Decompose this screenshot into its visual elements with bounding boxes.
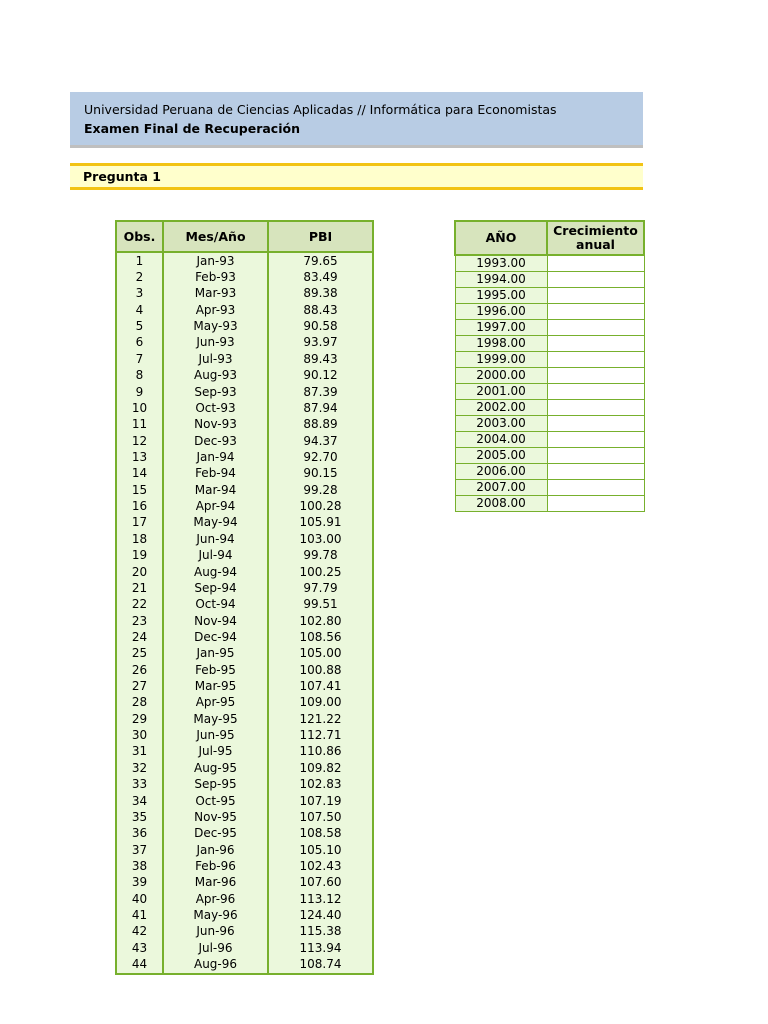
year-cell[interactable]: 2003.00 — [455, 416, 547, 432]
annual-growth-cell[interactable] — [547, 496, 644, 512]
month-year-cell[interactable]: Jun-96 — [163, 924, 268, 940]
month-year-cell[interactable]: Mar-94 — [163, 482, 268, 498]
table-row — [116, 727, 373, 743]
obs-cell[interactable]: 38 — [116, 858, 163, 874]
month-year-cell[interactable]: Mar-93 — [163, 286, 268, 302]
pbi-value-cell[interactable]: 87.39 — [268, 384, 373, 400]
pbi-value-cell[interactable]: 107.41 — [268, 678, 373, 694]
header-pbi: PBI — [268, 221, 373, 252]
annual-growth-cell[interactable] — [547, 368, 644, 384]
month-year-cell[interactable]: Jun-94 — [163, 531, 268, 547]
pbi-value-cell[interactable]: 108.56 — [268, 629, 373, 645]
table-row — [116, 351, 373, 367]
obs-cell[interactable]: 41 — [116, 907, 163, 923]
table-row — [116, 515, 373, 531]
month-year-cell[interactable]: Apr-95 — [163, 695, 268, 711]
table-row — [116, 466, 373, 482]
obs-cell[interactable]: 43 — [116, 940, 163, 956]
table-row — [116, 269, 373, 285]
obs-cell[interactable]: 14 — [116, 466, 163, 482]
obs-cell[interactable]: 11 — [116, 417, 163, 433]
pbi-value-cell[interactable]: 100.88 — [268, 662, 373, 678]
pbi-value-cell[interactable]: 90.15 — [268, 466, 373, 482]
pbi-value-cell[interactable]: 100.25 — [268, 564, 373, 580]
month-year-cell[interactable]: Jul-94 — [163, 547, 268, 563]
annual-growth-cell[interactable] — [547, 464, 644, 480]
obs-cell[interactable]: 21 — [116, 580, 163, 596]
obs-cell[interactable]: 44 — [116, 956, 163, 973]
table-row — [116, 433, 373, 449]
table-row — [455, 464, 644, 480]
pbi-value-cell[interactable]: 99.28 — [268, 482, 373, 498]
growth-table-header-row — [455, 221, 644, 255]
year-cell[interactable]: 2006.00 — [455, 464, 547, 480]
month-year-cell[interactable]: Aug-96 — [163, 956, 268, 973]
table-row — [455, 255, 644, 272]
obs-cell[interactable]: 32 — [116, 760, 163, 776]
pbi-value-cell[interactable]: 89.38 — [268, 286, 373, 302]
header-university-title: Universidad Peruana de Ciencias Aplicadas // Informática para Economistas — [84, 102, 557, 117]
pbi-value-cell[interactable]: 88.43 — [268, 302, 373, 318]
year-cell[interactable]: 2005.00 — [455, 448, 547, 464]
obs-cell[interactable]: 1 — [116, 252, 163, 269]
pbi-value-cell[interactable]: 79.65 — [268, 252, 373, 269]
month-year-cell[interactable]: Jun-95 — [163, 727, 268, 743]
annual-growth-cell[interactable] — [547, 480, 644, 496]
obs-cell[interactable]: 13 — [116, 449, 163, 465]
header-exam-title: Examen Final de Recuperación — [84, 121, 300, 136]
question-banner — [70, 163, 643, 190]
obs-cell[interactable]: 4 — [116, 302, 163, 318]
month-year-cell[interactable]: Sep-95 — [163, 777, 268, 793]
pbi-value-cell[interactable]: 100.28 — [268, 498, 373, 514]
pbi-table-header-row — [116, 221, 373, 252]
month-year-cell[interactable]: Aug-95 — [163, 760, 268, 776]
header-annual-growth: Crecimiento anual — [547, 221, 644, 255]
obs-cell[interactable]: 25 — [116, 646, 163, 662]
table-row — [116, 400, 373, 416]
year-cell[interactable]: 2007.00 — [455, 480, 547, 496]
annual-growth-cell[interactable] — [547, 416, 644, 432]
obs-cell[interactable]: 5 — [116, 318, 163, 334]
table-row — [116, 907, 373, 923]
table-row — [116, 318, 373, 334]
month-year-cell[interactable]: May-95 — [163, 711, 268, 727]
year-cell[interactable]: 2002.00 — [455, 400, 547, 416]
month-year-cell[interactable]: Feb-96 — [163, 858, 268, 874]
obs-cell[interactable]: 30 — [116, 727, 163, 743]
obs-cell[interactable]: 16 — [116, 498, 163, 514]
pbi-value-cell[interactable]: 87.94 — [268, 400, 373, 416]
month-year-cell[interactable]: Jan-96 — [163, 842, 268, 858]
pbi-value-cell[interactable]: 121.22 — [268, 711, 373, 727]
pbi-value-cell[interactable]: 83.49 — [268, 269, 373, 285]
year-cell[interactable]: 2004.00 — [455, 432, 547, 448]
month-year-cell[interactable]: Sep-94 — [163, 580, 268, 596]
obs-cell[interactable]: 7 — [116, 351, 163, 367]
table-row — [455, 480, 644, 496]
pbi-table — [115, 220, 374, 975]
pbi-value-cell[interactable]: 105.91 — [268, 515, 373, 531]
pbi-value-cell[interactable]: 115.38 — [268, 924, 373, 940]
table-row — [455, 288, 644, 304]
month-year-cell[interactable]: Feb-95 — [163, 662, 268, 678]
annual-growth-cell[interactable] — [547, 432, 644, 448]
pbi-value-cell[interactable]: 93.97 — [268, 335, 373, 351]
table-row — [455, 432, 644, 448]
table-row — [116, 286, 373, 302]
obs-cell[interactable]: 28 — [116, 695, 163, 711]
table-row — [116, 924, 373, 940]
pbi-value-cell[interactable]: 99.78 — [268, 547, 373, 563]
year-cell[interactable]: 2000.00 — [455, 368, 547, 384]
obs-cell[interactable]: 24 — [116, 629, 163, 645]
month-year-cell[interactable]: Jul-93 — [163, 351, 268, 367]
month-year-cell[interactable]: Mar-95 — [163, 678, 268, 694]
table-row — [116, 646, 373, 662]
table-row — [116, 793, 373, 809]
pbi-value-cell[interactable]: 92.70 — [268, 449, 373, 465]
annual-growth-cell[interactable] — [547, 352, 644, 368]
month-year-cell[interactable]: Oct-94 — [163, 597, 268, 613]
obs-cell[interactable]: 39 — [116, 875, 163, 891]
annual-growth-cell[interactable] — [547, 336, 644, 352]
month-year-cell[interactable]: Nov-94 — [163, 613, 268, 629]
month-year-cell[interactable]: Aug-93 — [163, 368, 268, 384]
obs-cell[interactable]: 27 — [116, 678, 163, 694]
month-year-cell[interactable]: Jan-93 — [163, 252, 268, 269]
month-year-cell[interactable]: Sep-93 — [163, 384, 268, 400]
annual-growth-cell[interactable] — [547, 320, 644, 336]
document-header — [70, 92, 643, 148]
month-year-cell[interactable]: Jun-93 — [163, 335, 268, 351]
year-cell[interactable]: 1996.00 — [455, 304, 547, 320]
annual-growth-cell[interactable] — [547, 304, 644, 320]
pbi-value-cell[interactable]: 107.60 — [268, 875, 373, 891]
table-row — [455, 368, 644, 384]
obs-cell[interactable]: 8 — [116, 368, 163, 384]
month-year-cell[interactable]: Oct-95 — [163, 793, 268, 809]
pbi-value-cell[interactable]: 94.37 — [268, 433, 373, 449]
table-row — [116, 531, 373, 547]
table-row — [116, 891, 373, 907]
month-year-cell[interactable]: Oct-93 — [163, 400, 268, 416]
header-obs: Obs. — [116, 221, 163, 252]
month-year-cell[interactable]: Feb-93 — [163, 269, 268, 285]
pbi-value-cell[interactable]: 102.43 — [268, 858, 373, 874]
obs-cell[interactable]: 29 — [116, 711, 163, 727]
pbi-value-cell[interactable]: 113.12 — [268, 891, 373, 907]
table-row — [116, 498, 373, 514]
pbi-value-cell[interactable]: 97.79 — [268, 580, 373, 596]
year-cell[interactable]: 1993.00 — [455, 255, 547, 272]
table-row — [116, 384, 373, 400]
table-row — [455, 320, 644, 336]
annual-growth-cell[interactable] — [547, 400, 644, 416]
obs-cell[interactable]: 6 — [116, 335, 163, 351]
obs-cell[interactable]: 15 — [116, 482, 163, 498]
table-row — [116, 777, 373, 793]
pbi-value-cell[interactable]: 102.80 — [268, 613, 373, 629]
annual-growth-cell[interactable] — [547, 448, 644, 464]
month-year-cell[interactable]: Feb-94 — [163, 466, 268, 482]
pbi-value-cell[interactable]: 108.74 — [268, 956, 373, 973]
table-row — [455, 336, 644, 352]
table-row — [116, 809, 373, 825]
table-row — [455, 400, 644, 416]
obs-cell[interactable]: 22 — [116, 597, 163, 613]
month-year-cell[interactable]: Dec-93 — [163, 433, 268, 449]
table-row — [116, 842, 373, 858]
obs-cell[interactable]: 19 — [116, 547, 163, 563]
table-row — [455, 352, 644, 368]
obs-cell[interactable]: 35 — [116, 809, 163, 825]
month-year-cell[interactable]: Jul-95 — [163, 744, 268, 760]
annual-growth-cell[interactable] — [547, 255, 644, 272]
month-year-cell[interactable]: Dec-95 — [163, 826, 268, 842]
table-row — [116, 760, 373, 776]
month-year-cell[interactable]: Dec-94 — [163, 629, 268, 645]
year-cell[interactable]: 2008.00 — [455, 496, 547, 512]
obs-cell[interactable]: 18 — [116, 531, 163, 547]
obs-cell[interactable]: 2 — [116, 269, 163, 285]
pbi-value-cell[interactable]: 88.89 — [268, 417, 373, 433]
obs-cell[interactable]: 40 — [116, 891, 163, 907]
obs-cell[interactable]: 34 — [116, 793, 163, 809]
table-row — [116, 826, 373, 842]
question-label: Pregunta 1 — [83, 169, 162, 184]
month-year-cell[interactable]: May-96 — [163, 907, 268, 923]
pbi-value-cell[interactable]: 110.86 — [268, 744, 373, 760]
pbi-value-cell[interactable]: 109.00 — [268, 695, 373, 711]
pbi-value-cell[interactable]: 112.71 — [268, 727, 373, 743]
table-row — [116, 678, 373, 694]
month-year-cell[interactable]: Mar-96 — [163, 875, 268, 891]
table-row — [116, 858, 373, 874]
pbi-value-cell[interactable]: 102.83 — [268, 777, 373, 793]
obs-cell[interactable]: 23 — [116, 613, 163, 629]
table-row — [116, 956, 373, 973]
growth-table — [454, 220, 645, 512]
table-row — [455, 416, 644, 432]
pbi-value-cell[interactable]: 107.50 — [268, 809, 373, 825]
pbi-value-cell[interactable]: 124.40 — [268, 907, 373, 923]
table-row — [455, 272, 644, 288]
table-row — [116, 449, 373, 465]
obs-cell[interactable]: 33 — [116, 777, 163, 793]
month-year-cell[interactable]: Apr-96 — [163, 891, 268, 907]
obs-cell[interactable]: 20 — [116, 564, 163, 580]
month-year-cell[interactable]: Jul-96 — [163, 940, 268, 956]
table-row — [116, 580, 373, 596]
table-row — [116, 564, 373, 580]
obs-cell[interactable]: 37 — [116, 842, 163, 858]
obs-cell[interactable]: 17 — [116, 515, 163, 531]
pbi-value-cell[interactable]: 107.19 — [268, 793, 373, 809]
obs-cell[interactable]: 26 — [116, 662, 163, 678]
table-row — [116, 252, 373, 269]
year-cell[interactable]: 1999.00 — [455, 352, 547, 368]
table-row — [116, 417, 373, 433]
table-row — [455, 496, 644, 512]
month-year-cell[interactable]: Jan-94 — [163, 449, 268, 465]
table-row — [116, 302, 373, 318]
year-cell[interactable]: 1995.00 — [455, 288, 547, 304]
obs-cell[interactable]: 10 — [116, 400, 163, 416]
pbi-value-cell[interactable]: 99.51 — [268, 597, 373, 613]
table-row — [455, 448, 644, 464]
month-year-cell[interactable]: Jan-95 — [163, 646, 268, 662]
year-cell[interactable]: 2001.00 — [455, 384, 547, 400]
obs-cell[interactable]: 3 — [116, 286, 163, 302]
header-year: AÑO — [455, 221, 547, 255]
annual-growth-cell[interactable] — [547, 384, 644, 400]
pbi-value-cell[interactable]: 113.94 — [268, 940, 373, 956]
month-year-cell[interactable]: Nov-93 — [163, 417, 268, 433]
month-year-cell[interactable]: Nov-95 — [163, 809, 268, 825]
annual-growth-cell[interactable] — [547, 288, 644, 304]
month-year-cell[interactable]: May-93 — [163, 318, 268, 334]
obs-cell[interactable]: 42 — [116, 924, 163, 940]
pbi-value-cell[interactable]: 105.10 — [268, 842, 373, 858]
obs-cell[interactable]: 12 — [116, 433, 163, 449]
pbi-value-cell[interactable]: 103.00 — [268, 531, 373, 547]
table-row — [116, 613, 373, 629]
annual-growth-cell[interactable] — [547, 272, 644, 288]
header-month-year: Mes/Año — [163, 221, 268, 252]
table-row — [116, 711, 373, 727]
year-cell[interactable]: 1998.00 — [455, 336, 547, 352]
table-row — [116, 547, 373, 563]
table-row — [116, 875, 373, 891]
table-row — [116, 744, 373, 760]
table-row — [455, 384, 644, 400]
pbi-value-cell[interactable]: 89.43 — [268, 351, 373, 367]
obs-cell[interactable]: 36 — [116, 826, 163, 842]
table-row — [116, 368, 373, 384]
pbi-value-cell[interactable]: 105.00 — [268, 646, 373, 662]
year-cell[interactable]: 1994.00 — [455, 272, 547, 288]
pbi-value-cell[interactable]: 109.82 — [268, 760, 373, 776]
table-row — [116, 335, 373, 351]
year-cell[interactable]: 1997.00 — [455, 320, 547, 336]
pbi-value-cell[interactable]: 108.58 — [268, 826, 373, 842]
table-row — [116, 597, 373, 613]
month-year-cell[interactable]: Apr-93 — [163, 302, 268, 318]
table-row — [116, 940, 373, 956]
table-row — [116, 629, 373, 645]
month-year-cell[interactable]: Apr-94 — [163, 498, 268, 514]
obs-cell[interactable]: 31 — [116, 744, 163, 760]
table-row — [116, 662, 373, 678]
table-row — [455, 304, 644, 320]
obs-cell[interactable]: 9 — [116, 384, 163, 400]
table-row — [116, 482, 373, 498]
table-row — [116, 695, 373, 711]
month-year-cell[interactable]: Aug-94 — [163, 564, 268, 580]
month-year-cell[interactable]: May-94 — [163, 515, 268, 531]
pbi-value-cell[interactable]: 90.12 — [268, 368, 373, 384]
pbi-value-cell[interactable]: 90.58 — [268, 318, 373, 334]
